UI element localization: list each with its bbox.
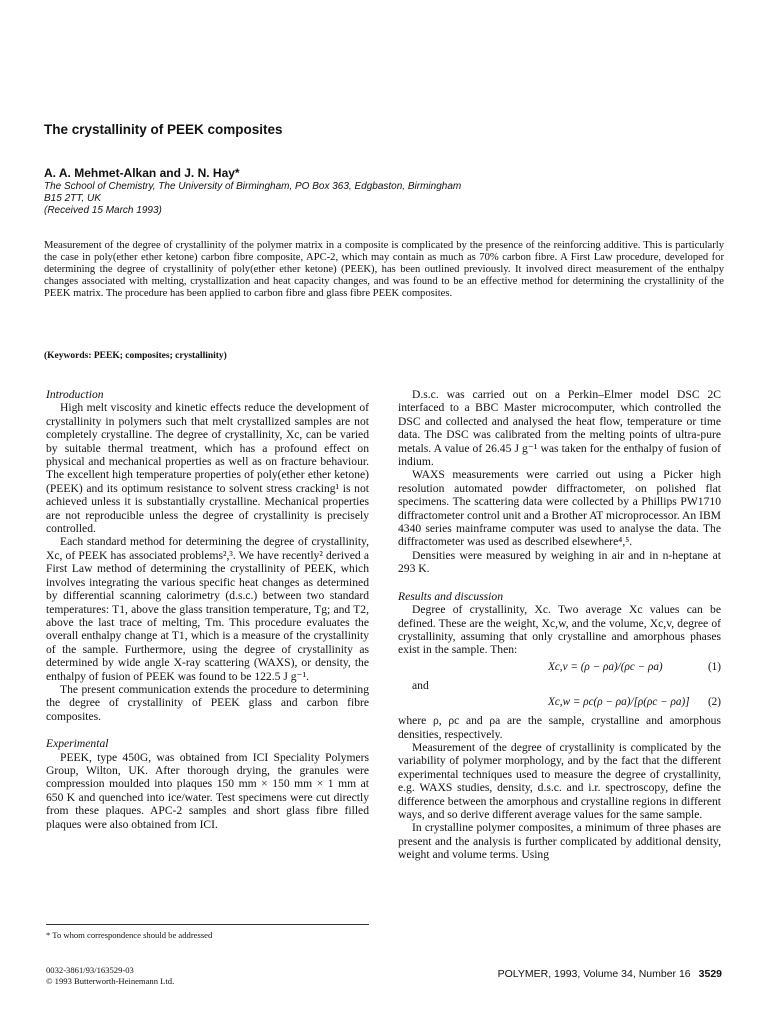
received-date: (Received 15 March 1993) [44,205,162,216]
abstract: Measurement of the degree of crystallinity of the polymer matrix in a composite is complicated by the presence of the reinforcing additive. This is particularly the case in poly(ether ether ketone) carbon fibre composite, APC-2, which may contain as much as 70% carbon fibre. A First Law procedure, developed for determining the degree of crystallinity of poly(ether ether ketone) (PEEK), has been outlined previously. It involved direct measurement of the enthalpy changes associated with melting, crystallization and heat capacity changes, and was found to be an effective method for determining the crystallinity of the PEEK matrix. The procedure has been applied to carbon fibre and glass fibre PEEK composites. [44,240,724,299]
article-title: The crystallinity of PEEK composites [44,122,283,137]
page-number: 3529 [698,968,722,980]
density-paragraph: Densities were measured by weighing in air and in n-heptane at 293 K. [398,548,721,576]
affiliation-line-1: The School of Chemistry, The University of Birmingham, PO Box 363, Edgbaston, Birmingham [44,181,462,192]
introduction-paragraph-1: High melt viscosity and kinetic effects reduce the development of crystallinity in polymers such that melt crystallized samples are not completely crystalline. The degree of crystallinity, Xc, can be varied by suitable thermal treatment, which has a profound effect on physical and mechanical properties as well as on fracture behaviour. The excellent high temperature properties of poly(ether ether ketone) (PEEK) and its optimum resistance to solvent stress cracking¹ is not achieved unless it is substantially crystalline. Mechanical properties are not reproducible unless the degree of crystallinity is precisely controlled. [46,401,369,536]
author-affiliation [44,181,724,217]
copyright-line: © 1993 Butterworth-Heinemann Ltd. [46,975,175,986]
experimental-heading: Experimental [46,737,109,751]
affiliation-line-2: B15 2TT, UK [44,193,101,204]
composites-paragraph: In crystalline polymer composites, a minimum of three phases are present and the analysis is further complicated by additional density, weight and volume terms. Using [398,821,721,862]
keywords: (Keywords: PEEK; composites; crystallinity) [44,351,227,361]
crystallinity-paragraph: Degree of crystallinity, Xc. Two average Xc values can be defined. These are the weight, Xc,w, and the volume, Xc,v, degree of crystallinity, assuming that only crystalline and amorphous phases exist in the sample. Then: [398,603,721,657]
introduction-paragraph-2: Each standard method for determining the degree of crystallinity, Xc, of PEEK has associated problems²,³. We have recently² derived a First Law method of determining the crystallinity of PEEK, which involves integrating the various specific heat changes as determined by differential scanning calorimetry (d.s.c.) between two standard temperatures: T1, above the glass transition temperature, Tg; and T2, above the last trace of melting, Tm. This procedure evaluates the overall enthalpy change at T1, which is a measure of the crystallinity of the sample. Furthermore, using the degree of crystallinity as determined by wide angle X-ray scattering (WAXS), or density, the enthalpy of fusion of PEEK was found to be 122.5 J g⁻¹. [46,535,369,683]
densities-paragraph: where ρ, ρc and ρa are the sample, crystalline and amorphous densities, respectively. [398,714,721,741]
footnote-rule [46,924,369,925]
waxs-paragraph: WAXS measurements were carried out using a Picker high resolution automated powder diffractometer, on polished flat specimens. The scattering data were collected by a Phillips PW1710 diffractometer control unit and a Brother AT microprocessor. An IBM 4340 series mainframe computer was used to analyse the data. The diffractometer was used as described elsewhere⁴,⁵. [398,468,721,549]
article-authors: A. A. Mehmet-Alkan and J. N. Hay* [44,166,240,180]
journal-footer [498,968,722,980]
equation-1-number: (1) [707,660,721,673]
experimental-paragraph-1: PEEK, type 450G, was obtained from ICI Speciality Polymers Group, Wilton, UK. After thorough drying, the granules were compression moulded into plaques 150 mm × 150 mm × 1 mm at 650 K and quenched into ice/water. Test specimens were cut directly from these plaques. APC-2 samples and short glass fibre filled plaques were also obtained from ICI. [46,750,369,831]
morphology-paragraph: Measurement of the degree of crystallinity is complicated by the variability of polymer morphology, and by the fact that the different experimental techniques used to measure the degree of crystallinity, e.g. WAXS studies, density, d.s.c. and i.r. spectroscopy, define the difference between the amorphous and crystalline regions in different ways, and so derive different average values for the same sample. [398,740,721,821]
introduction-heading: Introduction [46,388,104,401]
footnote: * To whom correspondence should be addressed [46,930,213,940]
results-heading: Results and discussion [398,589,503,603]
issn-line: 0032-3861/93/163529-03 [46,965,134,975]
equation-2 [398,692,721,714]
journal-reference: POLYMER, 1993, Volume 34, Number 16 [497,968,691,980]
introduction-paragraph-3: The present communication extends the procedure to determining the degree of crystallinity of PEEK glass and carbon fibre composites. [46,682,369,723]
left-column [46,388,369,831]
and-text: and [412,678,429,692]
right-column [398,388,721,862]
equation-2-expression: Xc,w = ρc(ρ − ρa)/[ρ(ρc − ρa)] [548,696,690,709]
dsc-paragraph: D.s.c. was carried out on a Perkin–Elmer model DSC 2C interfaced to a BBC Master microcomputer, which controlled the DSC and collected and analysed the heat flow, temperature or time data. The DSC was calibrated from the melting points of ultra-pure metals. A value of 26.45 J g⁻¹ was taken for the enthalpy of fusion of indium. [398,388,721,469]
equation-1 [398,657,721,679]
equation-2-number: (2) [707,696,721,709]
copyright-block [46,965,174,986]
equation-1-expression: Xc,v = (ρ − ρa)/(ρc − ρa) [548,660,663,673]
